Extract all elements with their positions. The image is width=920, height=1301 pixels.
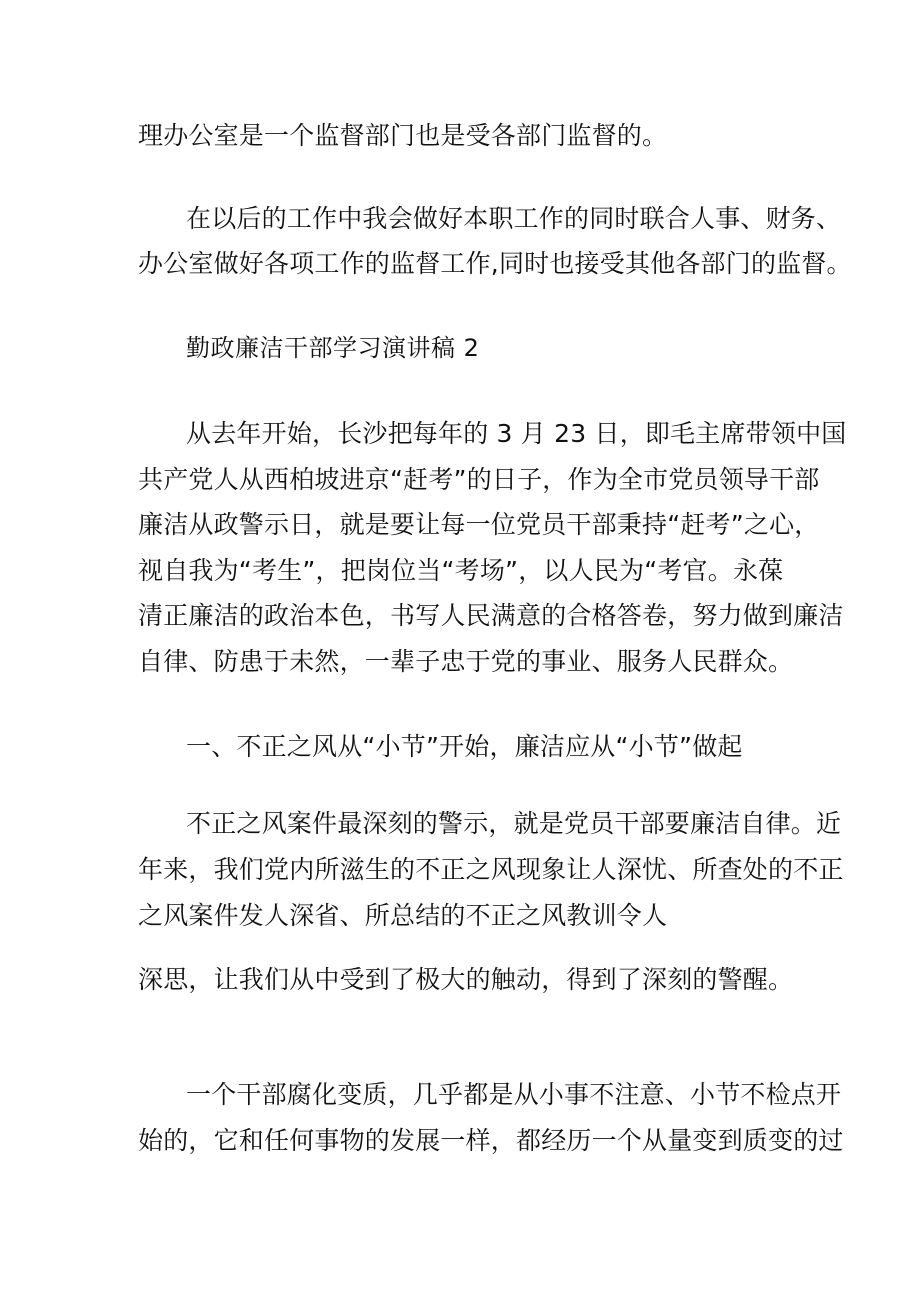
paragraph-line: 一个干部腐化变质，几乎都是从小事不注意、小节不检点开 bbox=[186, 1080, 842, 1109]
paragraph-line: 廉洁从政警示日，就是要让每一位党员干部秉持“赶考”之心， bbox=[138, 510, 820, 539]
paragraph-line: 自律、防患于未然，一辈子忠于党的事业、服务人民群众。 bbox=[138, 647, 794, 676]
paragraph-line: 视自我为“考生”，把岗位当“考场”，以人民为“考官。永葆 bbox=[138, 556, 784, 585]
paragraph-line: 从去年开始，长沙把每年的 3 月 23 日，即毛主席带领中国 bbox=[186, 419, 847, 448]
paragraph-line: 之风案件发人深省、所总结的不正之风教训令人 bbox=[138, 901, 668, 930]
paragraph-line: 深思，让我们从中受到了极大的触动，得到了深刻的警醒。 bbox=[138, 965, 794, 994]
paragraph-line: 不正之风案件最深刻的警示，就是党员干部要廉洁自律。近 bbox=[186, 809, 842, 838]
speech-title: 勤政廉洁干部学习演讲稿 2 bbox=[186, 334, 480, 362]
paragraph-line: 理办公室是一个监督部门也是受各部门监督的。 bbox=[138, 121, 668, 150]
paragraph-line: 年来，我们党内所滋生的不正之风现象让人深忧、所查处的不正 bbox=[138, 855, 844, 884]
paragraph-line: 办公室做好各项工作的监督工作,同时也接受其他各部门的监督。 bbox=[138, 249, 852, 278]
paragraph-line: 清正廉洁的政治本色，书写人民满意的合格答卷，努力做到廉洁 bbox=[138, 601, 844, 630]
paragraph-line: 共产党人从西柏坡进京“赶考”的日子，作为全市党员领导干部 bbox=[138, 465, 820, 494]
paragraph-line: 始的，它和任何事物的发展一样，都经历一个从量变到质变的过 bbox=[138, 1126, 844, 1155]
paragraph-line: 在以后的工作中我会做好本职工作的同时联合人事、财务、 bbox=[186, 204, 842, 233]
section-heading: 一、不正之风从“小节”开始，廉洁应从“小节”做起 bbox=[186, 732, 743, 761]
